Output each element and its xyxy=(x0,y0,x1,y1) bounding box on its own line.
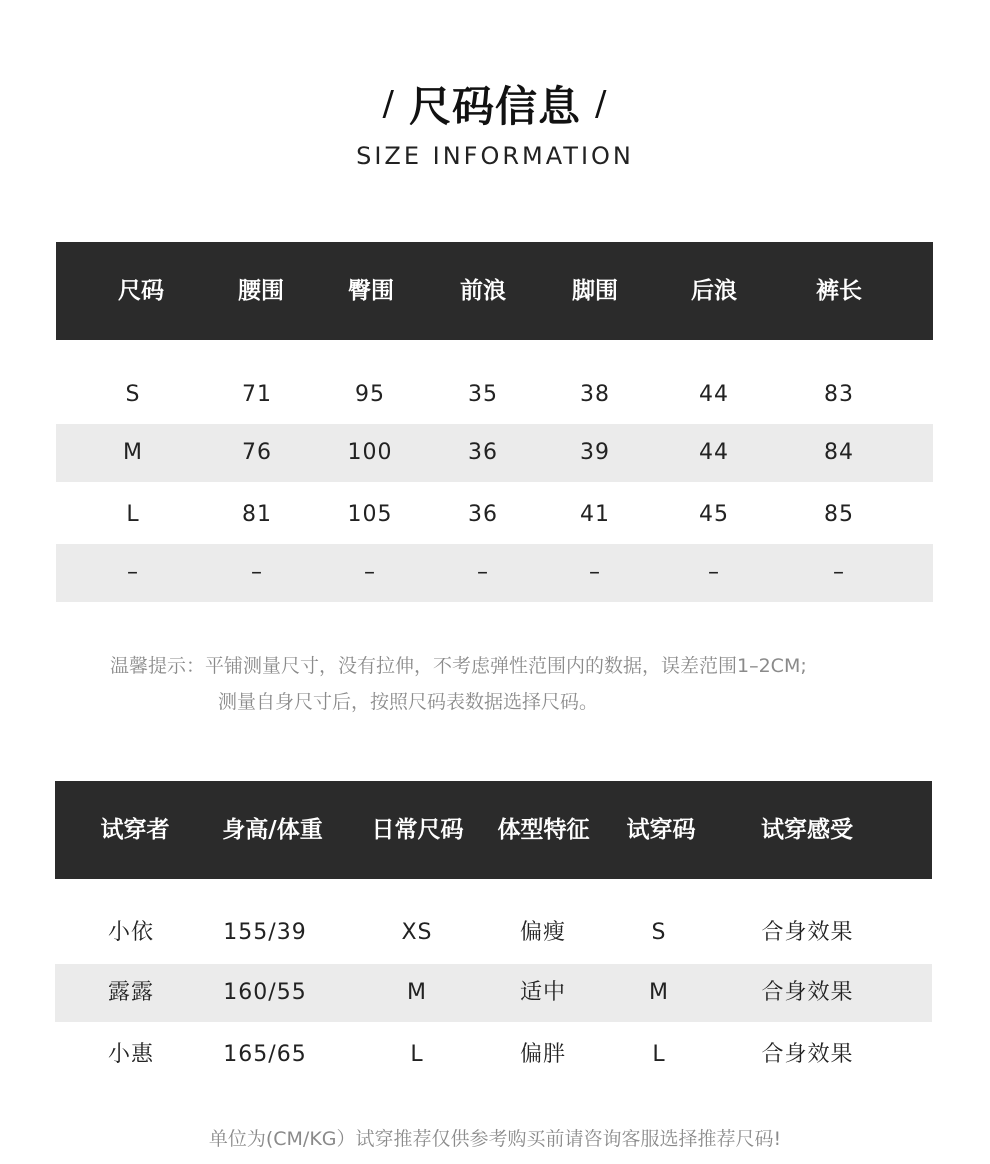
table-cell: – xyxy=(589,560,601,585)
table-cell: 露露 xyxy=(107,980,154,1005)
table-cell: 71 xyxy=(242,382,272,407)
measurement-note xyxy=(110,648,807,720)
table-cell: 36 xyxy=(468,502,498,527)
table-cell: 76 xyxy=(242,440,272,465)
fit-table xyxy=(55,781,932,1067)
fit-header-cell: 日常尺码 xyxy=(371,817,464,843)
size-header-cell: 臀围 xyxy=(348,278,394,304)
table-cell: 45 xyxy=(699,502,729,527)
table-cell: 95 xyxy=(355,382,385,407)
table-cell: 偏胖 xyxy=(519,1042,566,1067)
table-cell: L xyxy=(126,502,140,527)
table-cell: 36 xyxy=(468,440,498,465)
table-row xyxy=(56,486,933,544)
table-cell: 35 xyxy=(468,382,498,407)
table-cell: – xyxy=(364,560,376,585)
table-cell: 105 xyxy=(347,502,393,527)
table-cell: 38 xyxy=(580,382,610,407)
table-cell: 39 xyxy=(580,440,610,465)
size-table xyxy=(56,242,933,585)
table-cell: – xyxy=(833,560,845,585)
table-cell: L xyxy=(652,1042,666,1067)
title-slash-left: / xyxy=(382,84,395,124)
table-cell: 160/55 xyxy=(223,980,307,1005)
title-cn-text: 尺码信息 xyxy=(408,82,581,131)
table-cell: M xyxy=(123,440,143,465)
fit-header-cell: 试穿者 xyxy=(100,817,170,843)
table-row xyxy=(55,1026,932,1084)
size-header-cell: 脚围 xyxy=(572,278,618,304)
table-cell: 小惠 xyxy=(107,1042,154,1067)
size-header-cell: 尺码 xyxy=(118,278,164,304)
table-cell: M xyxy=(649,980,669,1005)
table-cell: 84 xyxy=(824,440,854,465)
note-line-2: 测量自身尺寸后，按照尺码表数据选择尺码。 xyxy=(218,691,599,713)
fit-header-cell: 试穿码 xyxy=(626,817,696,843)
table-cell: 165/65 xyxy=(223,1042,307,1067)
table-row xyxy=(56,366,933,424)
table-cell: L xyxy=(410,1042,424,1067)
table-cell: 小依 xyxy=(107,920,154,945)
table-row xyxy=(56,424,933,482)
table-cell: 44 xyxy=(699,440,729,465)
table-cell: 44 xyxy=(699,382,729,407)
table-cell: – xyxy=(127,560,139,585)
table-cell: 83 xyxy=(824,382,854,407)
size-header-cell: 前浪 xyxy=(460,278,506,304)
table-row xyxy=(55,904,932,962)
table-cell: XS xyxy=(401,920,433,945)
table-cell: S xyxy=(651,920,667,945)
size-table-header xyxy=(56,242,933,340)
table-cell: 81 xyxy=(242,502,272,527)
table-cell: 155/39 xyxy=(223,920,307,945)
size-header-cell: 后浪 xyxy=(691,278,737,304)
title-slash-right: / xyxy=(595,84,608,124)
page-subtitle: SIZE INFORMATION xyxy=(356,142,634,170)
size-header-cell: 裤长 xyxy=(816,278,862,304)
page-title xyxy=(0,74,990,134)
table-cell: 偏瘦 xyxy=(519,920,566,945)
table-cell: – xyxy=(477,560,489,585)
table-cell: 适中 xyxy=(519,980,566,1005)
fit-header-cell: 身高/体重 xyxy=(222,817,323,843)
fit-table-header xyxy=(55,781,932,879)
fit-header-cell: 体型特征 xyxy=(497,817,590,843)
table-cell: 41 xyxy=(580,502,610,527)
table-cell: – xyxy=(251,560,263,585)
table-row xyxy=(56,544,933,602)
fit-header-cell: 试穿感受 xyxy=(761,817,853,843)
table-cell: 85 xyxy=(824,502,854,527)
table-cell: M xyxy=(407,980,427,1005)
table-cell: 100 xyxy=(347,440,393,465)
table-cell: 合身效果 xyxy=(761,1042,854,1067)
footer-note: 单位为(CM/KG）试穿推荐仅供参考购买前请咨询客服选择推荐尺码! xyxy=(208,1128,782,1150)
table-cell: S xyxy=(125,382,141,407)
table-cell: – xyxy=(708,560,720,585)
table-cell: 合身效果 xyxy=(761,980,854,1005)
table-cell: 合身效果 xyxy=(761,920,854,945)
size-header-cell: 腰围 xyxy=(238,278,284,304)
table-row xyxy=(55,964,932,1022)
note-line-1: 温馨提示：平铺测量尺寸，没有拉伸，不考虑弹性范围内的数据，误差范围1–2CM; xyxy=(110,655,807,677)
